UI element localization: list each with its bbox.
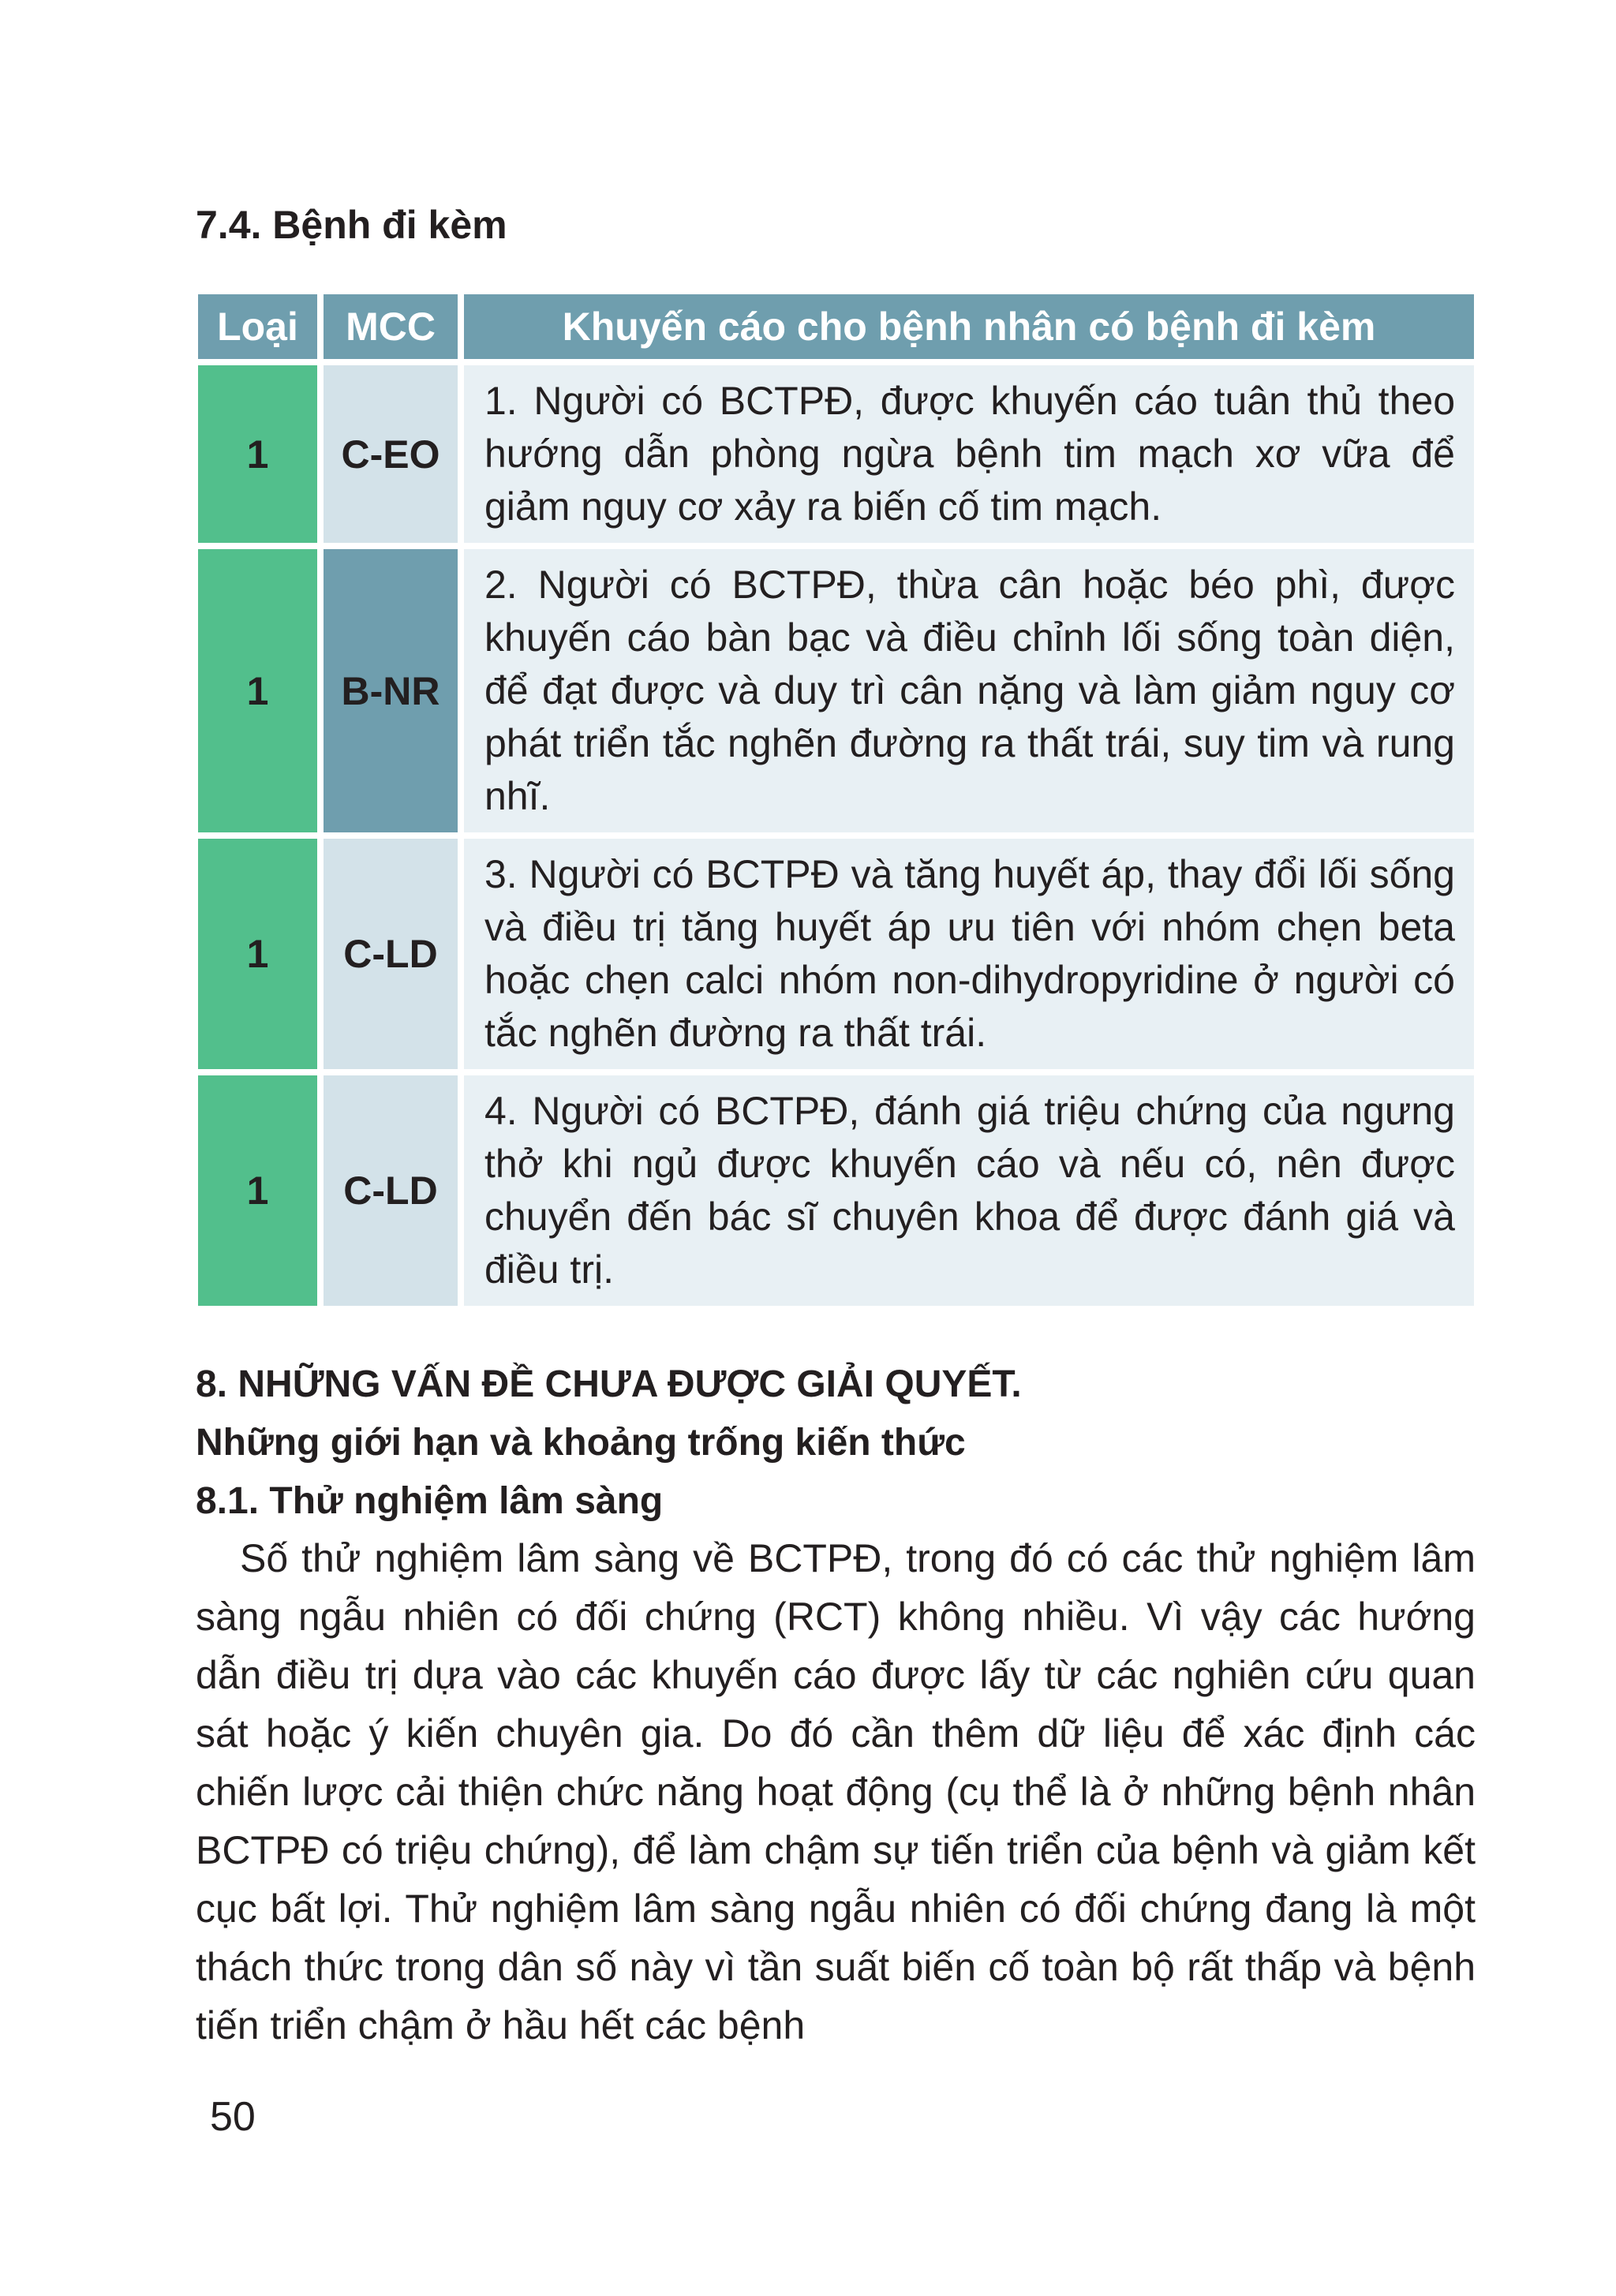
section-8-heading-block	[196, 1356, 1476, 1531]
header-recommendation: Khuyến cáo cho bệnh nhân có bệnh đi kèm	[464, 294, 1474, 359]
header-loai: Loại	[198, 294, 317, 359]
mcc-cell: C-EO	[324, 365, 458, 543]
page-number: 50	[210, 2094, 256, 2140]
table-header-row	[198, 294, 1474, 359]
loai-cell: 1	[198, 365, 317, 543]
table-row	[198, 839, 1474, 1069]
loai-cell: 1	[198, 1075, 317, 1306]
recommendation-cell: 2. Người có BCTPĐ, thừa cân hoặc béo phì, được khuyến cáo bàn bạc và điều chỉnh lối sống toàn diện, để đạt được và duy trì cân nặng và làm giảm nguy cơ phát triển tắc nghẽn đường ra thất trái, suy tim và rung nhĩ.	[464, 549, 1474, 832]
recommendation-cell: 3. Người có BCTPĐ và tăng huyết áp, thay đổi lối sống và điều trị tăng huyết áp ưu tiên với nhóm chẹn beta hoặc chẹn calci nhóm non-dihydropyridine ở người có tắc nghẽn đường ra thất trái.	[464, 839, 1474, 1069]
mcc-cell: C-LD	[324, 1075, 458, 1306]
section-8-1-paragraph: Số thử nghiệm lâm sàng về BCTPĐ, trong đó có các thử nghiệm lâm sàng ngẫu nhiên có đối chứng (RCT) không nhiều. Vì vậy các hướng dẫn điều trị dựa vào các khuyến cáo được lấy từ các nghiên cứu quan sát hoặc ý kiến chuyên gia. Do đó cần thêm dữ liệu để xác định các chiến lược cải thiện chức năng hoạt động (cụ thể là ở những bệnh nhân BCTPĐ có triệu chứng), để làm chậm sự tiến triển của bệnh và giảm kết cục bất lợi. Thử nghiệm lâm sàng ngẫu nhiên có đối chứng đang là một thách thức trong dân số này vì tần suất biến cố toàn bộ rất thấp và bệnh tiến triển chậm ở hầu hết các bệnh	[196, 1536, 1476, 2047]
table-row	[198, 1075, 1474, 1306]
section-8-subtitle: Những giới hạn và khoảng trống kiến thức	[196, 1422, 966, 1464]
section-8-1-heading: 8.1. Thử nghiệm lâm sàng	[196, 1480, 664, 1522]
header-mcc: MCC	[324, 294, 458, 359]
loai-cell: 1	[198, 839, 317, 1069]
recommendation-cell: 1. Người có BCTPĐ, được khuyến cáo tuân thủ theo hướng dẫn phòng ngừa bệnh tim mạch xơ vữa để giảm nguy cơ xảy ra biến cố tim mạch.	[464, 365, 1474, 543]
recommendation-cell: 4. Người có BCTPĐ, đánh giá triệu chứng của ngưng thở khi ngủ được khuyến cáo và nếu có, nên được chuyển đến bác sĩ chuyên khoa để được đánh giá và điều trị.	[464, 1075, 1474, 1306]
table-row	[198, 549, 1474, 832]
loai-cell: 1	[198, 549, 317, 832]
mcc-cell: C-LD	[324, 839, 458, 1069]
table-row	[198, 365, 1474, 543]
section-7-4-heading: 7.4. Bệnh đi kèm	[196, 203, 507, 247]
section-8-heading: 8. NHỮNG VẤN ĐỀ CHƯA ĐƯỢC GIẢI QUYẾT.	[196, 1363, 1022, 1405]
comorbidity-recommendation-table	[192, 288, 1480, 1312]
mcc-cell: B-NR	[324, 549, 458, 832]
